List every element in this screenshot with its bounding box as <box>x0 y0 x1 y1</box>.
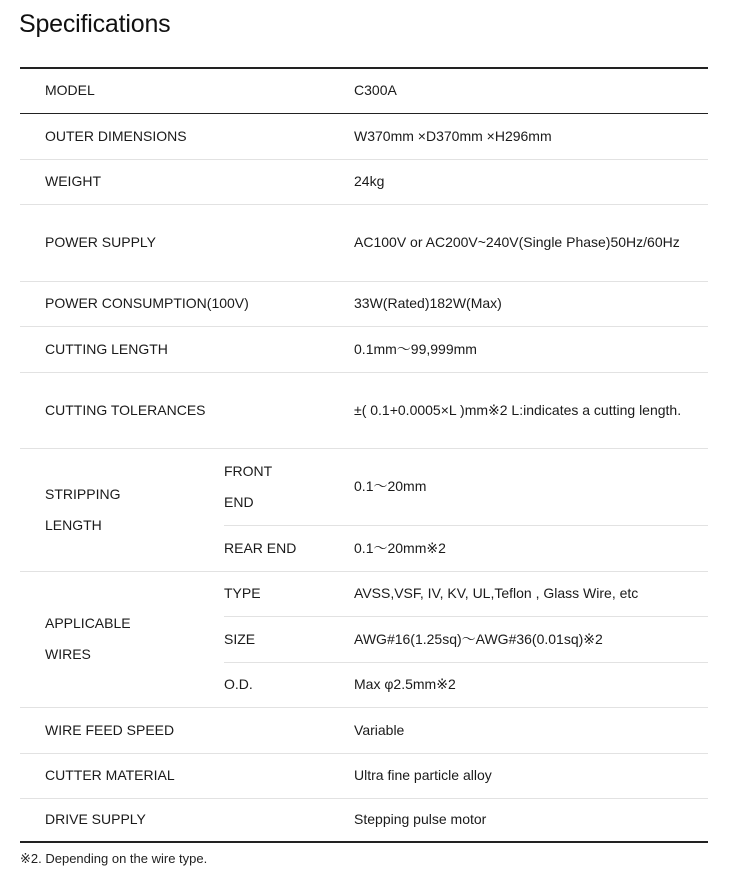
table-row-power-consumption <box>20 281 708 326</box>
row-label: DRIVE SUPPLY <box>45 811 146 828</box>
spec-table <box>20 67 708 843</box>
row-label: CUTTING TOLERANCES <box>20 372 354 448</box>
row-value: 0.1～20mm※2 <box>354 525 708 571</box>
group-label-text: APPLICABLE WIRES <box>45 615 131 662</box>
row-value: AVSS,VSF, IV, KV, UL,Teflon , Glass Wire, etc <box>354 571 708 616</box>
sub-label: FRONT END <box>224 448 354 525</box>
sub-label: O.D. <box>224 662 354 707</box>
table-row-weight <box>20 159 708 204</box>
row-label: OUTER DIMENSIONS <box>20 113 354 159</box>
row-label: POWER CONSUMPTION(100V) <box>20 281 354 326</box>
row-label: WIRE FEED SPEED <box>20 707 354 753</box>
table-row-cutting-length <box>20 326 708 372</box>
row-value: Ultra fine particle alloy <box>354 753 708 798</box>
group-label-applicable-wires <box>20 571 224 707</box>
row-value: ±( 0.1+0.0005×L )mm※2 L:indicates a cutting length. <box>354 372 708 448</box>
table-row-outer-dimensions <box>20 113 708 159</box>
table-row-wires-type <box>20 571 708 616</box>
table-row-model <box>20 68 708 113</box>
row-value: 0.1～20mm <box>354 448 708 525</box>
row-value: AC100V or AC200V~240V(Single Phase)50Hz/60Hz <box>354 204 708 281</box>
table-row-cutting-tolerances <box>20 372 708 448</box>
group-label-text: STRIPPING LENGTH <box>45 485 121 533</box>
sub-label: TYPE <box>224 571 354 616</box>
row-label: WEIGHT <box>20 159 354 204</box>
row-value: Variable <box>354 707 708 753</box>
row-value: 33W(Rated)182W(Max) <box>354 281 708 326</box>
row-label: CUTTER MATERIAL <box>20 753 354 798</box>
row-value: Stepping pulse motor <box>354 811 487 828</box>
page-title: Specifications <box>19 10 171 38</box>
row-value: C300A <box>354 68 708 113</box>
footnote: ※2. Depending on the wire type. <box>20 851 208 866</box>
row-value: Max φ2.5mm※2 <box>354 662 708 707</box>
table-row-power-supply <box>20 204 708 281</box>
row-value: 24kg <box>354 159 708 204</box>
row-value: AWG#16(1.25sq)～AWG#36(0.01sq)※2 <box>354 616 708 662</box>
table-row-cutter-material <box>20 753 708 798</box>
row-value: W370mm ×D370mm ×H296mm <box>354 113 708 159</box>
row-label: CUTTING LENGTH <box>20 326 354 372</box>
row-label: POWER SUPPLY <box>20 204 354 281</box>
group-label-stripping-length <box>20 448 224 571</box>
sub-label: SIZE <box>224 616 354 662</box>
table-row-stripping-front <box>20 448 708 525</box>
row-value: 0.1mm～99,999mm <box>354 326 708 372</box>
table-row-wire-feed-speed <box>20 707 708 753</box>
table-row-drive-supply <box>20 798 708 842</box>
sub-label: REAR END <box>224 525 354 571</box>
row-label: MODEL <box>20 68 354 113</box>
